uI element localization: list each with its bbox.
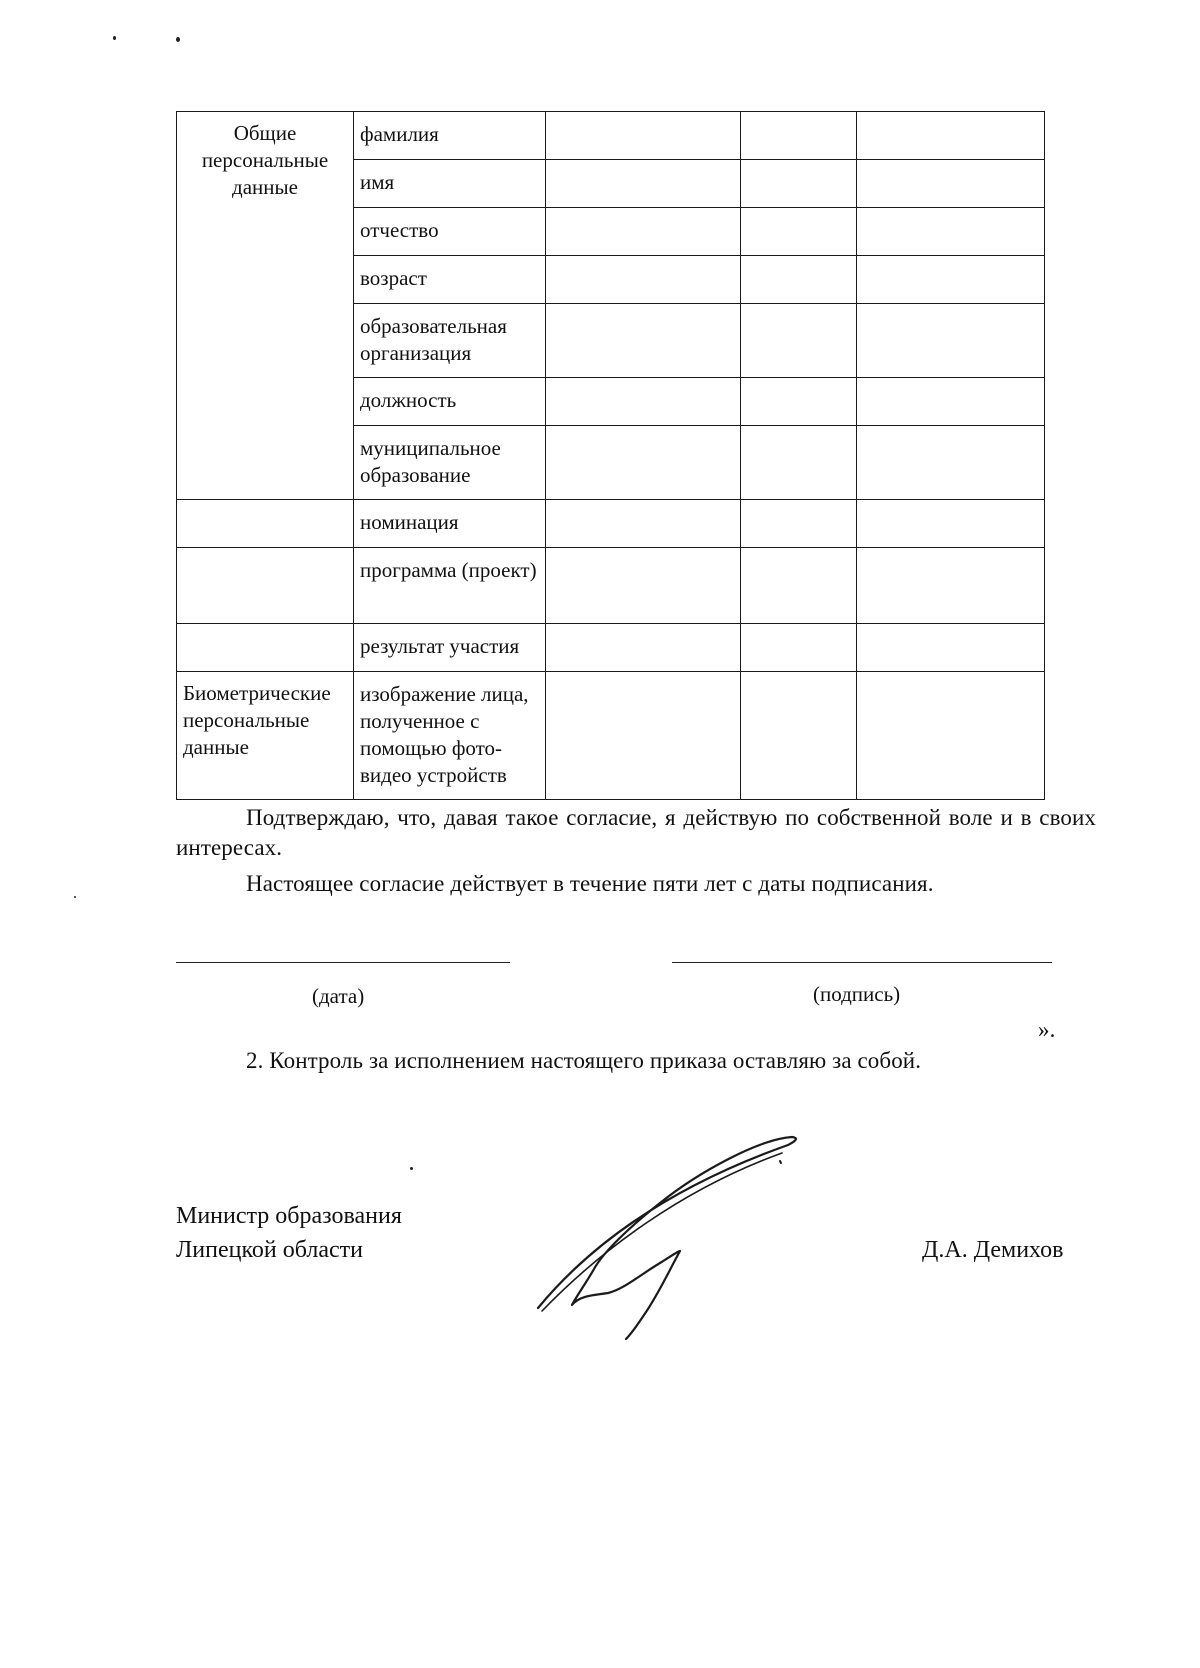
table-cell <box>546 426 741 500</box>
table-cell <box>857 548 1045 624</box>
field-label: имя <box>354 160 546 208</box>
table-cell <box>546 548 741 624</box>
table-cell <box>857 672 1045 800</box>
table-cell <box>857 304 1045 378</box>
field-label: программа (проект) <box>354 548 546 624</box>
table-cell <box>546 208 741 256</box>
field-label: возраст <box>354 256 546 304</box>
table-cell <box>546 672 741 800</box>
signature-line <box>672 962 1052 963</box>
scan-speck <box>176 37 180 42</box>
table-cell <box>857 426 1045 500</box>
table-cell <box>857 500 1045 548</box>
table-cell <box>741 112 857 160</box>
table-cell <box>857 160 1045 208</box>
category-cell-biometric: Биометрические персональные данные <box>177 672 354 800</box>
category-cell-empty <box>177 500 354 548</box>
field-label: результат участия <box>354 624 546 672</box>
signatory-name: Д.А. Демихов <box>922 1237 1064 1263</box>
category-cell-empty <box>177 548 354 624</box>
category-cell-empty <box>177 624 354 672</box>
control-paragraph: 2. Контроль за исполнением настоящего приказа оставляю за собой. <box>246 1048 922 1073</box>
table-cell <box>857 624 1045 672</box>
scan-speck <box>74 896 76 898</box>
personal-data-table <box>176 111 1045 800</box>
scan-speck <box>410 1167 413 1170</box>
table-cell <box>546 624 741 672</box>
field-label: отчество <box>354 208 546 256</box>
field-label: муниципальное образование <box>354 426 546 500</box>
field-label: должность <box>354 378 546 426</box>
date-line <box>176 962 510 963</box>
table-cell <box>741 548 857 624</box>
table-cell <box>546 500 741 548</box>
table-cell <box>741 672 857 800</box>
date-caption: (дата) <box>312 984 365 1008</box>
signatory-title-line1: Министр образования <box>176 1203 402 1229</box>
table-cell <box>741 378 857 426</box>
signatory-title-line2: Липецкой области <box>176 1237 363 1263</box>
table-cell <box>741 500 857 548</box>
table-cell <box>741 160 857 208</box>
confirm-paragraph: Подтверждаю, что, давая такое согласие, я действую по собственной воле и в своих интересах. <box>176 805 1096 860</box>
table-cell <box>857 112 1045 160</box>
signatory-title <box>176 1199 402 1267</box>
field-label: фамилия <box>354 112 546 160</box>
table-cell <box>546 304 741 378</box>
scan-speck <box>113 36 116 40</box>
table-cell <box>546 256 741 304</box>
table-cell <box>546 160 741 208</box>
field-label: номинация <box>354 500 546 548</box>
category-cell-general: Общие персональные данные <box>177 112 354 500</box>
table-cell <box>741 256 857 304</box>
table-cell <box>741 304 857 378</box>
table-cell <box>741 624 857 672</box>
table-cell <box>546 378 741 426</box>
table-cell <box>741 426 857 500</box>
table-cell <box>741 208 857 256</box>
table-cell <box>857 378 1045 426</box>
field-label: изображение лица, полученное с помощью фото-видео устройств <box>354 672 546 800</box>
table-cell <box>857 256 1045 304</box>
validity-paragraph: Настоящее согласие действует в течение пяти лет с даты подписания. <box>246 871 934 896</box>
field-label: образовательная организация <box>354 304 546 378</box>
table-cell <box>857 208 1045 256</box>
signature-caption: (подпись) <box>813 982 901 1006</box>
closing-quote: ». <box>1038 1017 1056 1042</box>
table-cell <box>546 112 741 160</box>
handwritten-signature <box>520 1125 820 1345</box>
